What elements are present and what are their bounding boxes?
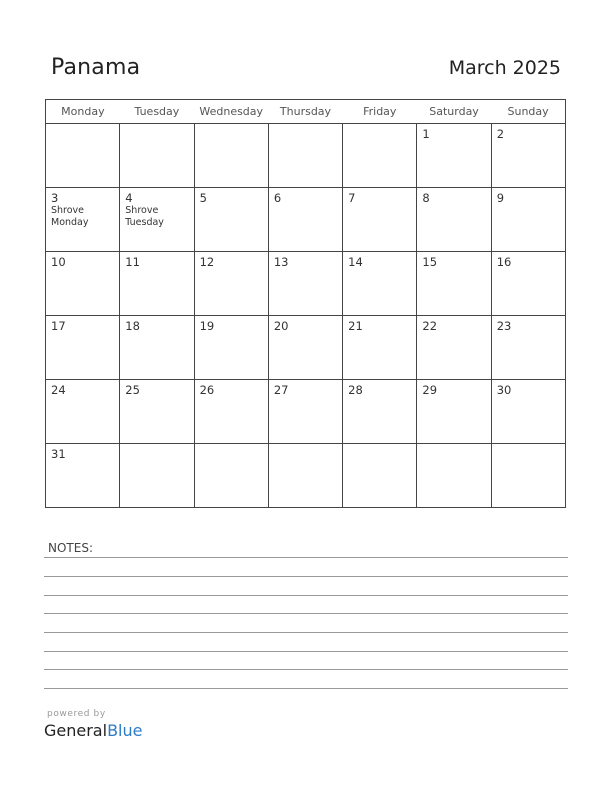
day-cell[interactable] bbox=[343, 124, 417, 188]
day-number: 27 bbox=[273, 383, 289, 397]
day-number: 25 bbox=[125, 383, 140, 397]
brand-name-general: General bbox=[44, 721, 108, 740]
day-cell[interactable] bbox=[268, 444, 342, 508]
day-cell[interactable] bbox=[46, 188, 120, 252]
day-number: 11 bbox=[125, 255, 140, 269]
calendar-week-row bbox=[46, 380, 566, 444]
day-cell[interactable] bbox=[120, 380, 194, 444]
day-number: 18 bbox=[125, 319, 140, 333]
weekday-header: Wednesday bbox=[194, 100, 268, 124]
day-cell[interactable] bbox=[343, 380, 417, 444]
weekday-header: Saturday bbox=[417, 100, 491, 124]
day-number: 14 bbox=[348, 255, 363, 269]
day-number: 3 bbox=[51, 191, 59, 205]
day-number: 8 bbox=[422, 191, 430, 205]
day-cell[interactable] bbox=[120, 252, 194, 316]
brand-logo[interactable] bbox=[44, 721, 142, 740]
day-number: 20 bbox=[273, 319, 289, 333]
day-cell[interactable] bbox=[417, 380, 491, 444]
powered-by-text: powered by bbox=[47, 709, 106, 719]
day-number: 29 bbox=[422, 383, 438, 397]
day-cell[interactable] bbox=[268, 380, 342, 444]
note-line bbox=[44, 669, 568, 670]
day-cell[interactable] bbox=[194, 444, 268, 508]
note-line bbox=[44, 595, 568, 596]
day-number: 24 bbox=[51, 383, 66, 397]
calendar-week-row bbox=[46, 444, 566, 508]
day-cell[interactable] bbox=[417, 124, 491, 188]
day-cell[interactable] bbox=[343, 444, 417, 508]
day-number: 7 bbox=[348, 191, 356, 205]
holiday-label: Monday bbox=[51, 217, 89, 228]
month-year-title: March 2025 bbox=[448, 57, 561, 79]
holiday-label: Shrove bbox=[125, 205, 159, 216]
day-cell[interactable] bbox=[491, 444, 565, 508]
note-line bbox=[44, 613, 568, 614]
day-number: 17 bbox=[51, 319, 66, 333]
day-number: 10 bbox=[51, 255, 66, 269]
day-number: 1 bbox=[422, 127, 430, 141]
day-cell[interactable] bbox=[268, 252, 342, 316]
day-cell[interactable] bbox=[46, 444, 120, 508]
day-number: 4 bbox=[125, 191, 133, 205]
note-line bbox=[44, 576, 568, 577]
day-cell[interactable] bbox=[417, 444, 491, 508]
day-number: 12 bbox=[199, 255, 215, 269]
notes-label: NOTES: bbox=[48, 541, 93, 555]
note-line bbox=[44, 651, 568, 652]
day-cell[interactable] bbox=[194, 316, 268, 380]
day-cell[interactable] bbox=[417, 188, 491, 252]
day-number: 23 bbox=[496, 319, 512, 333]
holiday-label: Shrove bbox=[51, 205, 85, 216]
weekday-header: Friday bbox=[343, 100, 417, 124]
weekday-header-row bbox=[46, 100, 566, 124]
calendar-week-row bbox=[46, 188, 566, 252]
calendar-body bbox=[46, 124, 566, 508]
calendar-week-row bbox=[46, 252, 566, 316]
note-line bbox=[44, 688, 568, 689]
day-cell[interactable] bbox=[343, 316, 417, 380]
day-number: 21 bbox=[348, 319, 363, 333]
day-number: 26 bbox=[199, 383, 215, 397]
day-cell[interactable] bbox=[417, 316, 491, 380]
day-cell[interactable] bbox=[491, 188, 565, 252]
day-cell[interactable] bbox=[491, 124, 565, 188]
day-cell[interactable] bbox=[120, 316, 194, 380]
day-number: 6 bbox=[273, 191, 282, 205]
weekday-header: Sunday bbox=[491, 100, 565, 124]
day-number: 28 bbox=[348, 383, 363, 397]
day-number: 9 bbox=[496, 191, 505, 205]
day-cell[interactable] bbox=[46, 380, 120, 444]
brand-name-blue: Blue bbox=[107, 721, 143, 740]
day-number: 5 bbox=[199, 191, 207, 205]
day-cell[interactable] bbox=[194, 188, 268, 252]
day-cell[interactable] bbox=[46, 252, 120, 316]
day-cell[interactable] bbox=[194, 124, 268, 188]
weekday-header: Tuesday bbox=[120, 100, 194, 124]
holiday-label: Tuesday bbox=[125, 217, 164, 228]
day-cell[interactable] bbox=[194, 380, 268, 444]
country-title: Panama bbox=[51, 55, 141, 80]
day-cell[interactable] bbox=[491, 316, 565, 380]
day-number: 2 bbox=[496, 127, 505, 141]
day-cell[interactable] bbox=[491, 252, 565, 316]
day-cell[interactable] bbox=[268, 316, 342, 380]
calendar-grid bbox=[45, 99, 566, 508]
calendar-week-row bbox=[46, 124, 566, 188]
day-cell[interactable] bbox=[268, 124, 342, 188]
day-number: 31 bbox=[51, 447, 66, 461]
day-cell[interactable] bbox=[417, 252, 491, 316]
day-number: 13 bbox=[273, 255, 289, 269]
day-cell[interactable] bbox=[46, 124, 120, 188]
weekday-header: Monday bbox=[46, 100, 120, 124]
day-cell[interactable] bbox=[120, 444, 194, 508]
day-cell[interactable] bbox=[120, 188, 194, 252]
day-cell[interactable] bbox=[343, 188, 417, 252]
day-cell[interactable] bbox=[46, 316, 120, 380]
day-cell[interactable] bbox=[343, 252, 417, 316]
day-number: 15 bbox=[422, 255, 438, 269]
day-cell[interactable] bbox=[268, 188, 342, 252]
day-cell[interactable] bbox=[120, 124, 194, 188]
day-cell[interactable] bbox=[194, 252, 268, 316]
weekday-header: Thursday bbox=[268, 100, 342, 124]
calendar-week-row bbox=[46, 316, 566, 380]
day-cell[interactable] bbox=[491, 380, 565, 444]
day-number: 19 bbox=[199, 319, 215, 333]
note-line bbox=[44, 632, 568, 633]
day-number: 16 bbox=[496, 255, 512, 269]
note-line bbox=[44, 557, 568, 558]
day-number: 30 bbox=[496, 383, 512, 397]
day-number: 22 bbox=[422, 319, 438, 333]
